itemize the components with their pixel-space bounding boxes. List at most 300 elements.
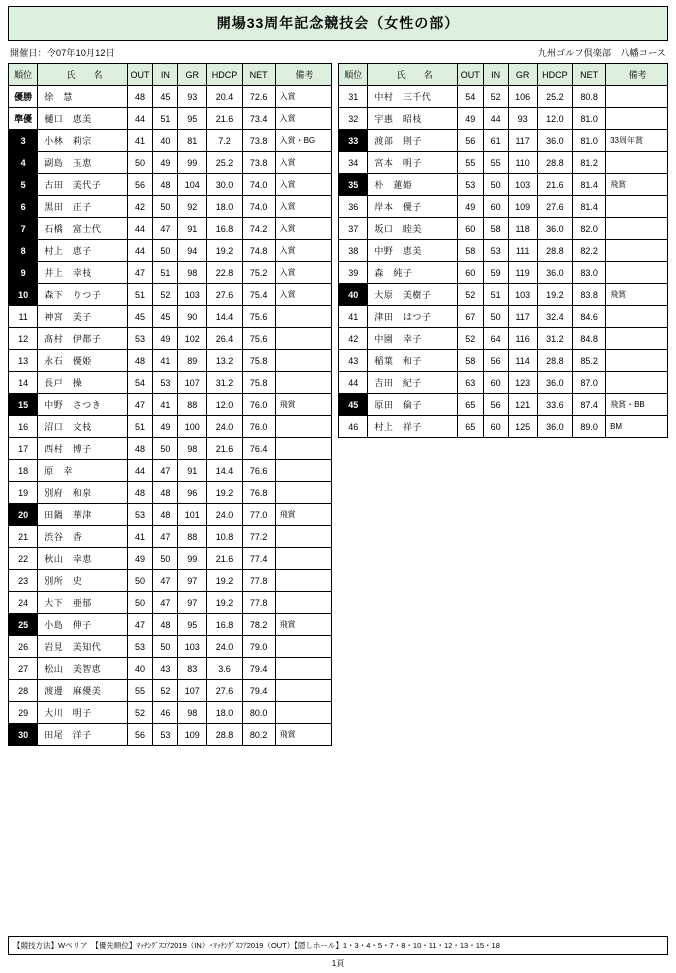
cell-out: 50	[127, 152, 153, 174]
table-row	[9, 262, 332, 284]
cell-gr: 98	[178, 438, 207, 460]
cell-hdcp: 24.0	[207, 504, 242, 526]
cell-name: 小島 伸子	[38, 614, 127, 636]
results-table-right	[338, 63, 668, 438]
cell-net: 83.8	[573, 284, 606, 306]
cell-out: 44	[127, 240, 153, 262]
cell-name: 岸本 優子	[368, 196, 458, 218]
cell-name: 渡部 則子	[368, 130, 458, 152]
cell-hdcp: 24.0	[207, 416, 242, 438]
cell-rank: 44	[339, 372, 368, 394]
table-row	[339, 130, 668, 152]
cell-gr: 95	[178, 108, 207, 130]
col-in: IN	[483, 64, 508, 86]
cell-net: 76.6	[242, 460, 275, 482]
cell-name: 長戸 操	[38, 372, 127, 394]
cell-rank: 42	[339, 328, 368, 350]
cell-hdcp: 28.8	[207, 724, 242, 746]
cell-name: 神宮 美子	[38, 306, 127, 328]
cell-name: 徐 慧	[38, 86, 127, 108]
cell-in: 47	[153, 218, 178, 240]
cell-net: 76.0	[242, 394, 275, 416]
cell-in: 50	[483, 174, 508, 196]
cell-out: 47	[127, 614, 153, 636]
cell-name: 原田 倫子	[368, 394, 458, 416]
cell-name: 稲葉 和子	[368, 350, 458, 372]
cell-rank: 41	[339, 306, 368, 328]
cell-rank: 6	[9, 196, 38, 218]
cell-note	[275, 570, 331, 592]
cell-hdcp: 20.4	[207, 86, 242, 108]
cell-out: 51	[127, 416, 153, 438]
cell-out: 52	[127, 702, 153, 724]
cell-out: 48	[127, 482, 153, 504]
cell-rank: 21	[9, 526, 38, 548]
cell-rank: 30	[9, 724, 38, 746]
cell-name: 中園 幸子	[368, 328, 458, 350]
cell-out: 53	[127, 504, 153, 526]
cell-in: 47	[153, 526, 178, 548]
cell-name: 秋山 幸恵	[38, 548, 127, 570]
cell-rank: 23	[9, 570, 38, 592]
cell-in: 48	[153, 482, 178, 504]
cell-note: 入賞	[275, 196, 331, 218]
cell-net: 75.8	[242, 372, 275, 394]
cell-rank: 45	[339, 394, 368, 416]
cell-hdcp: 33.6	[537, 394, 572, 416]
cell-gr: 116	[508, 328, 537, 350]
cell-hdcp: 30.0	[207, 174, 242, 196]
cell-gr: 81	[178, 130, 207, 152]
cell-in: 51	[483, 284, 508, 306]
cell-gr: 103	[508, 174, 537, 196]
cell-note: 入賞・BG	[275, 130, 331, 152]
table-header-row	[9, 64, 332, 86]
table-row	[9, 548, 332, 570]
cell-note	[606, 372, 668, 394]
cell-net: 81.4	[573, 174, 606, 196]
cell-hdcp: 7.2	[207, 130, 242, 152]
cell-hdcp: 28.8	[537, 350, 572, 372]
cell-in: 58	[483, 218, 508, 240]
cell-net: 73.8	[242, 130, 275, 152]
cell-rank: 優勝	[9, 86, 38, 108]
cell-hdcp: 28.8	[537, 240, 572, 262]
cell-hdcp: 12.0	[537, 108, 572, 130]
cell-hdcp: 26.4	[207, 328, 242, 350]
cell-in: 41	[153, 394, 178, 416]
cell-gr: 90	[178, 306, 207, 328]
table-row	[339, 86, 668, 108]
cell-gr: 102	[178, 328, 207, 350]
cell-gr: 103	[178, 636, 207, 658]
cell-net: 81.0	[573, 130, 606, 152]
table-row	[339, 218, 668, 240]
cell-in: 49	[153, 152, 178, 174]
table-row	[9, 570, 332, 592]
cell-note	[275, 636, 331, 658]
cell-net: 84.8	[573, 328, 606, 350]
cell-rank: 29	[9, 702, 38, 724]
cell-note	[275, 526, 331, 548]
cell-note	[275, 592, 331, 614]
cell-gr: 97	[178, 570, 207, 592]
cell-out: 40	[127, 658, 153, 680]
table-row	[339, 416, 668, 438]
cell-gr: 110	[508, 152, 537, 174]
cell-gr: 125	[508, 416, 537, 438]
cell-name: 別府 和泉	[38, 482, 127, 504]
cell-out: 55	[457, 152, 483, 174]
cell-rank: 4	[9, 152, 38, 174]
table-row	[9, 240, 332, 262]
cell-name: 別所 史	[38, 570, 127, 592]
cell-rank: 11	[9, 306, 38, 328]
cell-in: 48	[153, 174, 178, 196]
table-row	[339, 372, 668, 394]
cell-rank: 27	[9, 658, 38, 680]
cell-name: 田鍋 華津	[38, 504, 127, 526]
cell-rank: 18	[9, 460, 38, 482]
cell-hdcp: 27.6	[207, 680, 242, 702]
cell-gr: 118	[508, 218, 537, 240]
table-row	[9, 350, 332, 372]
cell-hdcp: 19.2	[207, 570, 242, 592]
cell-in: 52	[153, 284, 178, 306]
cell-in: 49	[153, 416, 178, 438]
cell-in: 52	[153, 680, 178, 702]
cell-name: 永石 優姫	[38, 350, 127, 372]
table-row	[9, 416, 332, 438]
cell-hdcp: 13.2	[207, 350, 242, 372]
cell-name: 沼口 文枝	[38, 416, 127, 438]
cell-out: 48	[127, 86, 153, 108]
cell-name: 森 純子	[368, 262, 458, 284]
cell-net: 75.6	[242, 328, 275, 350]
col-gr: GR	[508, 64, 537, 86]
cell-rank: 24	[9, 592, 38, 614]
cell-note	[606, 108, 668, 130]
cell-gr: 96	[178, 482, 207, 504]
cell-note	[275, 350, 331, 372]
cell-hdcp: 21.6	[537, 174, 572, 196]
table-row	[9, 504, 332, 526]
cell-in: 50	[153, 636, 178, 658]
col-name: 氏 名	[368, 64, 458, 86]
cell-net: 81.2	[573, 152, 606, 174]
col-note: 備考	[606, 64, 668, 86]
cell-hdcp: 12.0	[207, 394, 242, 416]
cell-hdcp: 25.2	[207, 152, 242, 174]
event-date: 開催日：令07年10月12日	[10, 48, 115, 58]
cell-out: 55	[127, 680, 153, 702]
cell-in: 50	[153, 196, 178, 218]
cell-name: 村上 恵子	[38, 240, 127, 262]
cell-net: 83.0	[573, 262, 606, 284]
cell-rank: 34	[339, 152, 368, 174]
cell-net: 87.0	[573, 372, 606, 394]
table-row	[9, 680, 332, 702]
cell-out: 41	[127, 526, 153, 548]
table-row	[9, 196, 332, 218]
cell-in: 48	[153, 504, 178, 526]
cell-note: 飛賞	[275, 504, 331, 526]
cell-rank: 43	[339, 350, 368, 372]
cell-gr: 98	[178, 702, 207, 724]
table-row	[9, 372, 332, 394]
cell-out: 58	[457, 350, 483, 372]
cell-note	[275, 482, 331, 504]
cell-net: 75.8	[242, 350, 275, 372]
cell-note: 入賞	[275, 284, 331, 306]
cell-note: BM	[606, 416, 668, 438]
cell-net: 76.8	[242, 482, 275, 504]
table-row	[339, 262, 668, 284]
cell-in: 52	[483, 86, 508, 108]
cell-in: 46	[153, 702, 178, 724]
table-row	[339, 108, 668, 130]
cell-gr: 89	[178, 350, 207, 372]
cell-out: 48	[127, 438, 153, 460]
cell-name: 中村 三千代	[368, 86, 458, 108]
cell-out: 45	[127, 306, 153, 328]
cell-name: 吉田 紀子	[368, 372, 458, 394]
cell-gr: 101	[178, 504, 207, 526]
cell-rank: 19	[9, 482, 38, 504]
cell-out: 41	[127, 130, 153, 152]
cell-in: 59	[483, 262, 508, 284]
table-header-row	[339, 64, 668, 86]
cell-rank: 17	[9, 438, 38, 460]
cell-out: 53	[127, 328, 153, 350]
cell-name: 原 幸	[38, 460, 127, 482]
cell-name: 森下 りつ子	[38, 284, 127, 306]
col-name: 氏 名	[38, 64, 127, 86]
cell-hdcp: 32.4	[537, 306, 572, 328]
cell-rank: 3	[9, 130, 38, 152]
cell-out: 42	[127, 196, 153, 218]
cell-net: 77.8	[242, 570, 275, 592]
table-row	[9, 394, 332, 416]
cell-out: 65	[457, 416, 483, 438]
cell-net: 74.8	[242, 240, 275, 262]
table-row	[9, 152, 332, 174]
table-row	[9, 482, 332, 504]
cell-out: 67	[457, 306, 483, 328]
cell-in: 47	[153, 460, 178, 482]
cell-name: 西村 博子	[38, 438, 127, 460]
cell-gr: 98	[178, 262, 207, 284]
table-row	[339, 284, 668, 306]
cell-gr: 100	[178, 416, 207, 438]
cell-rank: 39	[339, 262, 368, 284]
cell-out: 54	[457, 86, 483, 108]
cell-name: 津田 はつ子	[368, 306, 458, 328]
cell-out: 44	[127, 108, 153, 130]
cell-net: 89.0	[573, 416, 606, 438]
cell-in: 50	[483, 306, 508, 328]
table-row	[9, 306, 332, 328]
cell-net: 82.2	[573, 240, 606, 262]
cell-hdcp: 31.2	[207, 372, 242, 394]
cell-note	[275, 416, 331, 438]
cell-net: 75.2	[242, 262, 275, 284]
table-row	[9, 702, 332, 724]
cell-out: 56	[457, 130, 483, 152]
table-row	[339, 152, 668, 174]
cell-note: 飛賞・BB	[606, 394, 668, 416]
cell-in: 56	[483, 350, 508, 372]
table-row	[9, 658, 332, 680]
cell-hdcp: 19.2	[207, 240, 242, 262]
cell-in: 51	[153, 108, 178, 130]
cell-rank: 32	[339, 108, 368, 130]
cell-out: 44	[127, 218, 153, 240]
cell-out: 60	[457, 262, 483, 284]
cell-note	[606, 262, 668, 284]
cell-rank: 13	[9, 350, 38, 372]
cell-gr: 117	[508, 130, 537, 152]
col-net: NET	[242, 64, 275, 86]
table-row	[9, 592, 332, 614]
cell-note	[606, 196, 668, 218]
cell-hdcp: 14.4	[207, 460, 242, 482]
cell-rank: 準優	[9, 108, 38, 130]
cell-in: 53	[153, 724, 178, 746]
cell-gr: 111	[508, 240, 537, 262]
cell-gr: 117	[508, 306, 537, 328]
cell-net: 84.6	[573, 306, 606, 328]
cell-name: 岩見 美知代	[38, 636, 127, 658]
cell-net: 81.0	[573, 108, 606, 130]
col-in: IN	[153, 64, 178, 86]
col-note: 備考	[275, 64, 331, 86]
cell-note	[275, 438, 331, 460]
cell-name: 松山 美智恵	[38, 658, 127, 680]
cell-gr: 83	[178, 658, 207, 680]
cell-net: 77.4	[242, 548, 275, 570]
table-row	[339, 394, 668, 416]
cell-net: 79.0	[242, 636, 275, 658]
cell-hdcp: 21.6	[207, 548, 242, 570]
col-net: NET	[573, 64, 606, 86]
cell-out: 49	[127, 548, 153, 570]
cell-gr: 106	[508, 86, 537, 108]
table-row	[9, 526, 332, 548]
cell-out: 51	[127, 284, 153, 306]
cell-in: 47	[153, 592, 178, 614]
cell-note	[275, 328, 331, 350]
competition-method-note: 【競技方法】Wペリア 【優先順位】ﾏｯﾁﾝｸﾞｽｺｱ2019（IN）･ﾏｯﾁﾝｸﾞｽｺｱ2019（OUT）【隠しホール】1・3・4・5・7・8・10・11・12・13・15・18	[8, 936, 668, 955]
col-gr: GR	[178, 64, 207, 86]
cell-gr: 109	[178, 724, 207, 746]
cell-out: 52	[457, 328, 483, 350]
cell-out: 52	[457, 284, 483, 306]
cell-in: 44	[483, 108, 508, 130]
cell-note	[275, 658, 331, 680]
cell-gr: 88	[178, 526, 207, 548]
cell-net: 73.8	[242, 152, 275, 174]
cell-rank: 12	[9, 328, 38, 350]
cell-note	[275, 702, 331, 724]
cell-hdcp: 27.6	[537, 196, 572, 218]
cell-name: 中野 さつき	[38, 394, 127, 416]
cell-rank: 26	[9, 636, 38, 658]
cell-net: 78.2	[242, 614, 275, 636]
cell-in: 60	[483, 416, 508, 438]
cell-hdcp: 21.6	[207, 108, 242, 130]
cell-out: 47	[127, 262, 153, 284]
cell-hdcp: 16.8	[207, 218, 242, 240]
cell-hdcp: 19.2	[537, 284, 572, 306]
cell-rank: 15	[9, 394, 38, 416]
cell-gr: 121	[508, 394, 537, 416]
cell-note: 入賞	[275, 174, 331, 196]
table-row	[9, 86, 332, 108]
cell-name: 坂口 睦美	[368, 218, 458, 240]
cell-out: 49	[457, 196, 483, 218]
cell-note	[606, 306, 668, 328]
cell-out: 63	[457, 372, 483, 394]
cell-name: 村上 祥子	[368, 416, 458, 438]
table-row	[9, 636, 332, 658]
cell-note: 入賞	[275, 262, 331, 284]
cell-note: 入賞	[275, 240, 331, 262]
cell-rank: 33	[339, 130, 368, 152]
col-hdcp: HDCP	[207, 64, 242, 86]
cell-out: 48	[127, 350, 153, 372]
cell-in: 48	[153, 614, 178, 636]
cell-rank: 28	[9, 680, 38, 702]
cell-hdcp: 14.4	[207, 306, 242, 328]
cell-net: 75.4	[242, 284, 275, 306]
cell-name: 中野 恵美	[368, 240, 458, 262]
cell-name: 大川 明子	[38, 702, 127, 724]
cell-in: 41	[153, 350, 178, 372]
table-row	[339, 174, 668, 196]
cell-note	[606, 328, 668, 350]
cell-in: 43	[153, 658, 178, 680]
cell-rank: 10	[9, 284, 38, 306]
cell-name: 大下 亜郁	[38, 592, 127, 614]
cell-in: 45	[153, 86, 178, 108]
cell-net: 72.6	[242, 86, 275, 108]
cell-hdcp: 36.0	[537, 218, 572, 240]
cell-net: 79.4	[242, 680, 275, 702]
cell-rank: 40	[339, 284, 368, 306]
cell-rank: 7	[9, 218, 38, 240]
cell-note: 33周年賞	[606, 130, 668, 152]
cell-net: 80.0	[242, 702, 275, 724]
table-row	[339, 196, 668, 218]
page-title: 開場33周年記念競技会（女性の部）	[8, 6, 668, 41]
cell-gr: 97	[178, 592, 207, 614]
cell-gr: 92	[178, 196, 207, 218]
cell-hdcp: 31.2	[537, 328, 572, 350]
cell-name: 黒田 正子	[38, 196, 127, 218]
cell-gr: 95	[178, 614, 207, 636]
col-rank: 順位	[339, 64, 368, 86]
footer	[8, 936, 668, 969]
cell-rank: 20	[9, 504, 38, 526]
col-out: OUT	[457, 64, 483, 86]
cell-in: 56	[483, 394, 508, 416]
cell-in: 47	[153, 570, 178, 592]
cell-net: 74.2	[242, 218, 275, 240]
cell-note	[606, 218, 668, 240]
cell-net: 80.8	[573, 86, 606, 108]
cell-out: 53	[457, 174, 483, 196]
